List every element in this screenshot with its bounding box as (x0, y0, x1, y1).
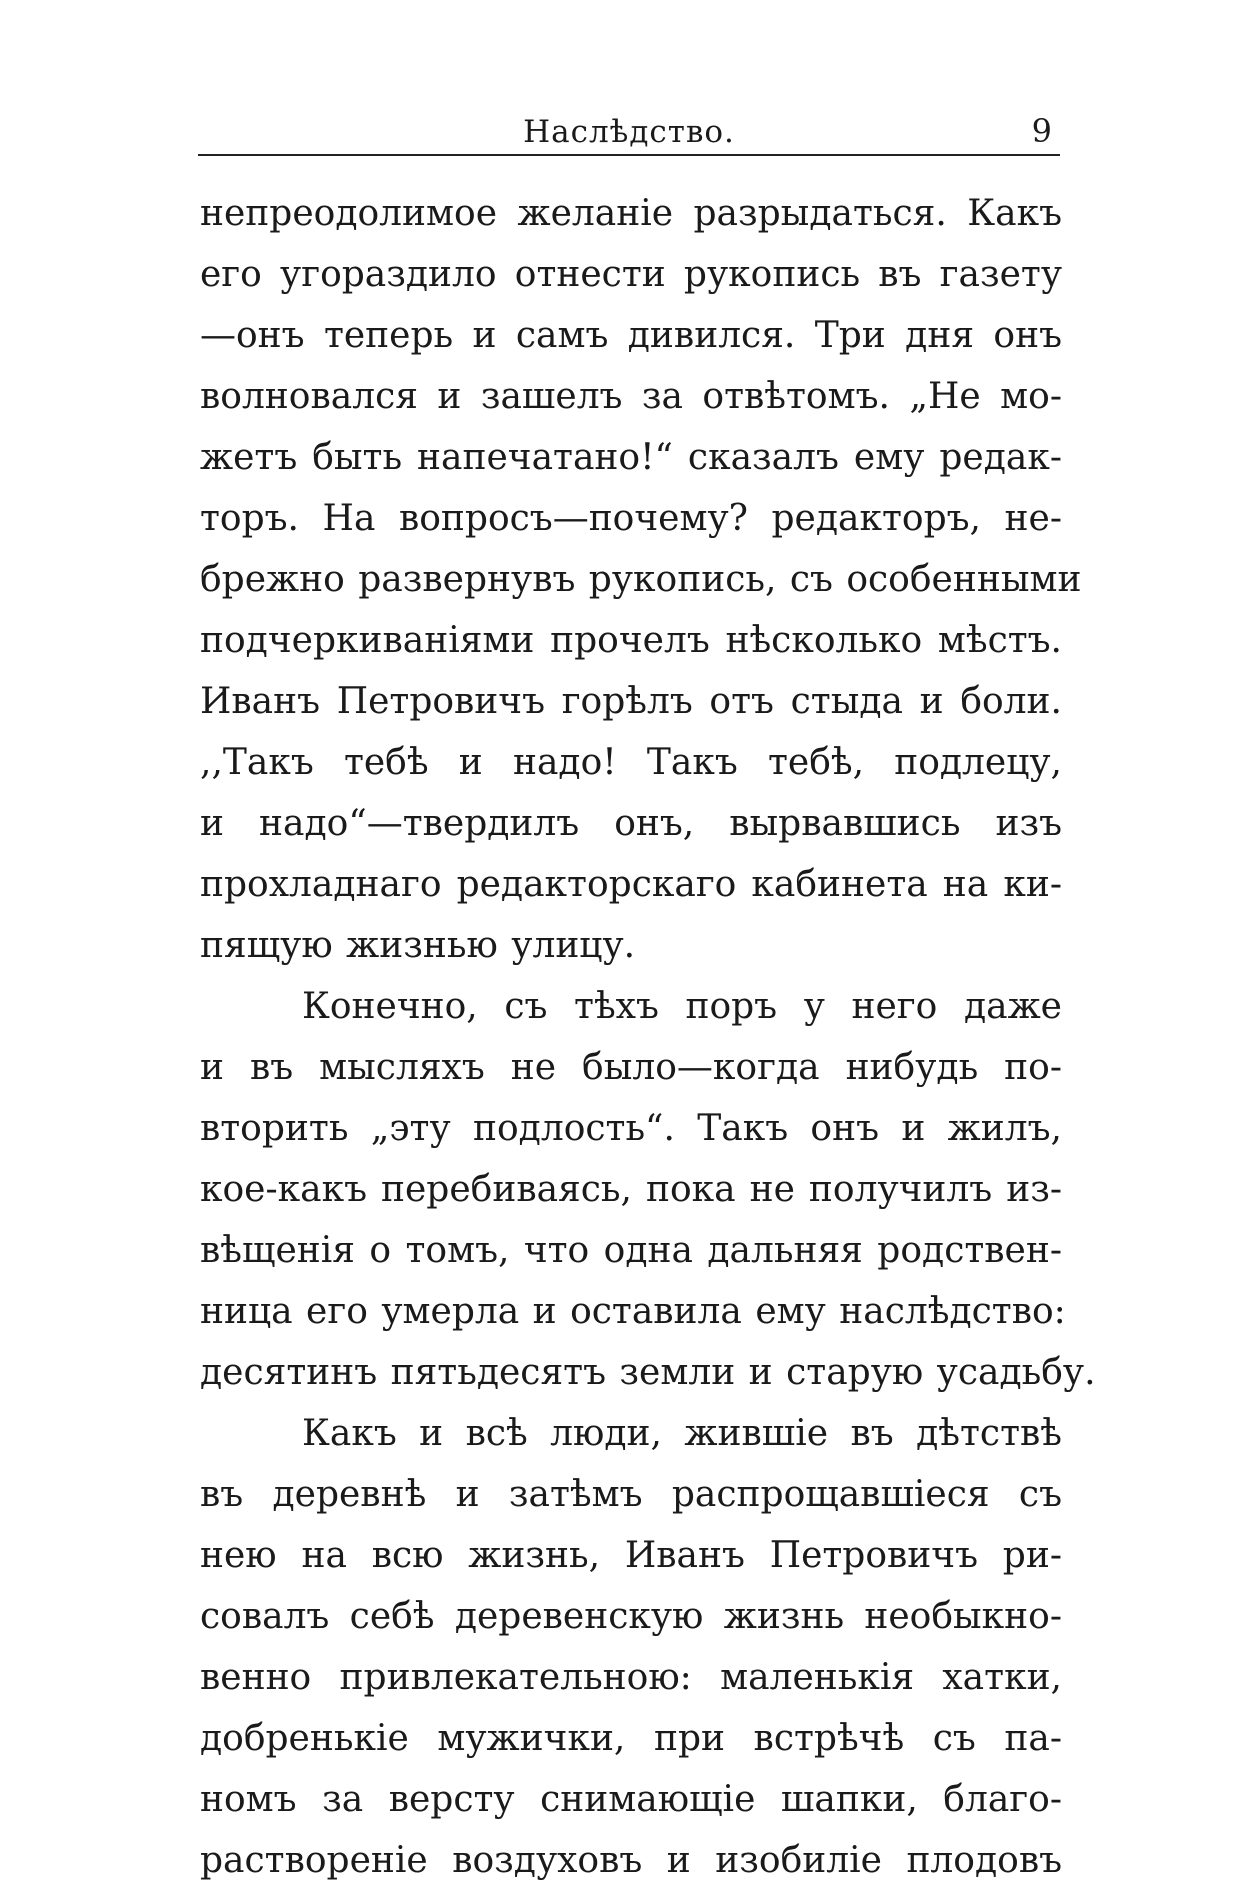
text-line: Конечно, съ тѣхъ поръ у него даже (302, 986, 1062, 1027)
text-line: ница его умерла и оставила ему наслѣдство: (200, 1291, 1066, 1332)
text-line: волновался и зашелъ за отвѣтомъ. „Не мо- (200, 376, 1062, 417)
header-rule (198, 154, 1060, 156)
text-line: добренькіе мужички, при встрѣчѣ съ па- (200, 1718, 1062, 1759)
page-number: 9 (1031, 112, 1052, 150)
paragraph (200, 1403, 1062, 1891)
text-line: венно привлекательною: маленькія хатки, (200, 1657, 1062, 1698)
text-line: брежно развернувъ рукопись, съ особенными (200, 559, 1082, 600)
text-line: пящую жизнью улицу. (200, 925, 636, 966)
text-line: и въ мысляхъ не было—когда нибудь по- (200, 1047, 1062, 1088)
text-line: подчеркиваніями прочелъ нѣсколько мѣстъ. (200, 620, 1062, 661)
text-line: Иванъ Петровичъ горѣлъ отъ стыда и боли. (200, 681, 1062, 722)
paragraph (200, 976, 1096, 1403)
paragraph (200, 183, 1082, 976)
text-body (200, 183, 1096, 1891)
text-line: прохладнаго редакторскаго кабинета на ки- (200, 864, 1062, 905)
text-line: ,,Такъ тебѣ и надо! Такъ тебѣ, подлецу, (200, 742, 1062, 783)
text-line: непреодолимое желаніе разрыдаться. Какъ (200, 193, 1062, 234)
text-line: въ деревнѣ и затѣмъ распрощавшіеся съ (200, 1474, 1062, 1515)
text-line: и надо“—твердилъ онъ, вырвавшись изъ (200, 803, 1062, 844)
text-line: кое-какъ перебиваясь, пока не получилъ из- (200, 1169, 1062, 1210)
text-line: раствореніе воздуховъ и изобиліе плодовъ (200, 1840, 1062, 1881)
text-line: торъ. На вопросъ—почему? редакторъ, не- (200, 498, 1062, 539)
text-line: десятинъ пятьдесятъ земли и старую усадьбу. (200, 1352, 1096, 1393)
text-line: вторить „эту подлость“. Такъ онъ и жилъ, (200, 1108, 1062, 1149)
text-line: нею на всю жизнь, Иванъ Петровичъ ри- (200, 1535, 1062, 1576)
text-line: его угораздило отнести рукопись въ газету (200, 254, 1062, 295)
text-line: вѣщенія о томъ, что одна дальняя родствен- (200, 1230, 1062, 1271)
text-line: Какъ и всѣ люди, жившіе въ дѣтствѣ (302, 1413, 1062, 1454)
running-title: Наслѣдство. (523, 114, 735, 150)
text-line: —онъ теперь и самъ дивился. Три дня онъ (200, 315, 1062, 356)
text-line: совалъ себѣ деревенскую жизнь необыкно- (200, 1596, 1062, 1637)
text-line: жетъ быть напечатано!“ сказалъ ему редак- (200, 437, 1062, 478)
running-head (198, 108, 1060, 156)
text-line: номъ за версту снимающіе шапки, благо- (200, 1779, 1062, 1820)
